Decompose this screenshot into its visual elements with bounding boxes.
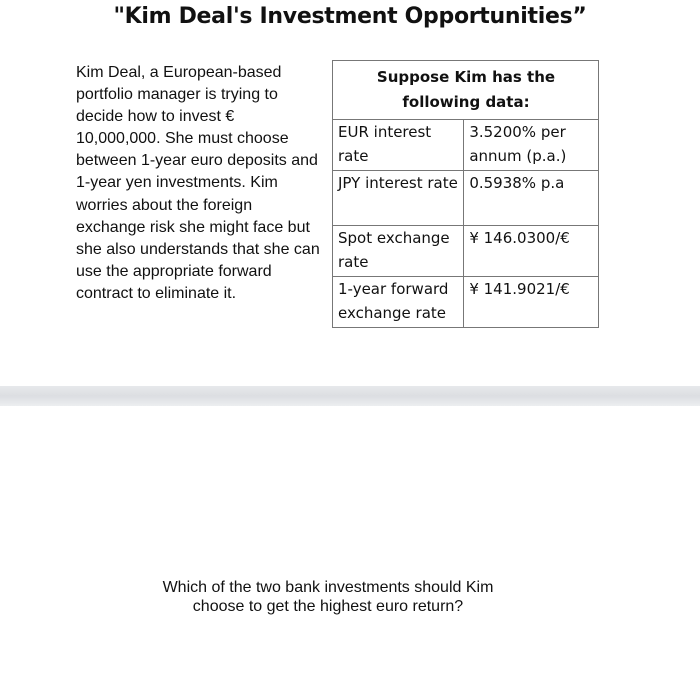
- table-row: [333, 120, 599, 171]
- intro-paragraph: Kim Deal, a European-based portfolio manager is trying to decide how to invest € 10,000,000. She must choose between 1-year euro deposits and 1-year yen investments. Kim worries about the foreign exchange risk she might face but she also understands that she can use the appropriate forward contract to eliminate it.: [76, 64, 320, 302]
- row-label-spot-rate: Spot exchange rate: [333, 226, 464, 277]
- row-value-forward-rate: ¥ 141.9021/€: [464, 277, 599, 328]
- row-label-forward-rate: 1-year forward exchange rate: [333, 277, 464, 328]
- data-table: [332, 60, 599, 328]
- row-value-jpy-interest: 0.5938% p.a: [464, 171, 599, 226]
- question-text: Which of the two bank investments should Kim choose to get the highest euro return?: [162, 579, 494, 615]
- row-label-eur-interest: EUR interest rate: [333, 120, 464, 171]
- row-label-jpy-interest: JPY interest rate: [333, 171, 464, 226]
- row-value-spot-rate: ¥ 146.0300/€: [464, 226, 599, 277]
- slide-divider: [0, 386, 700, 406]
- table-row: [333, 171, 599, 226]
- table-row: [333, 277, 599, 328]
- row-value-eur-interest: 3.5200% per annum (p.a.): [464, 120, 599, 171]
- table-header-row: [333, 61, 599, 120]
- table-row: [333, 226, 599, 277]
- page-title: "Kim Deal's Investment Opportunities”: [113, 4, 587, 29]
- table-header: Suppose Kim has the following data:: [333, 61, 599, 120]
